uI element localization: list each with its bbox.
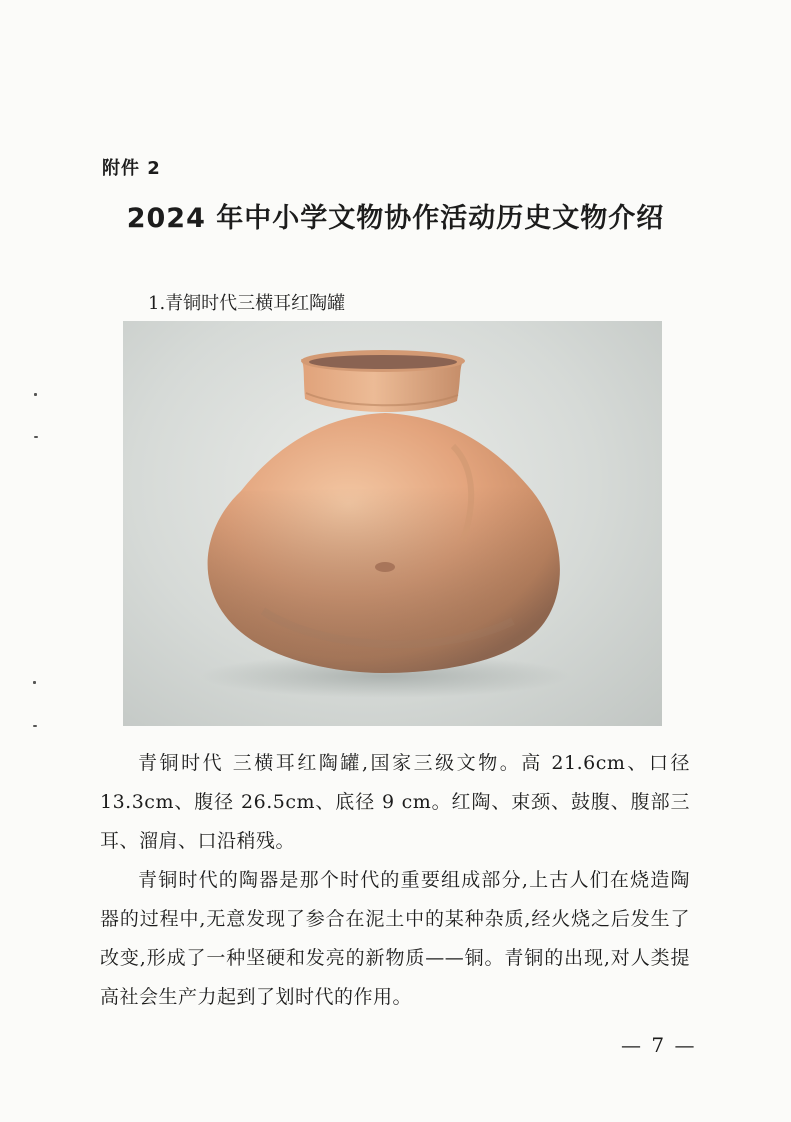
artifact-description: 青铜时代 三横耳红陶罐,国家三级文物。高 21.6cm、口径 13.3cm、腹径 26.5cm、底径 9 cm。红陶、束颈、鼓腹、腹部三耳、溜肩、口沿稍残。 [100, 752, 690, 852]
scan-speck [34, 393, 37, 396]
scan-speck [33, 681, 36, 684]
scan-speck [33, 725, 37, 727]
annex-label: 附件 2 [102, 158, 161, 179]
artifact-heading: 1.青铜时代三横耳红陶罐 [148, 293, 346, 314]
scan-speck [34, 436, 38, 438]
page-title: 2024 年中小学文物协作活动历史文物介绍 [126, 203, 665, 234]
pottery-jar-photo [123, 321, 662, 726]
pottery-jar-icon [123, 321, 662, 726]
page-number: — 7 — [621, 1033, 697, 1057]
artifact-history: 青铜时代的陶器是那个时代的重要组成部分,上古人们在烧造陶器的过程中,无意发现了参合在泥土中的某种杂质,经火烧之后发生了改变,形成了一种坚硬和发亮的新物质——铜。青铜的出现,对人类提高社会生产力起到了划时代的作用。 [100, 869, 690, 1008]
